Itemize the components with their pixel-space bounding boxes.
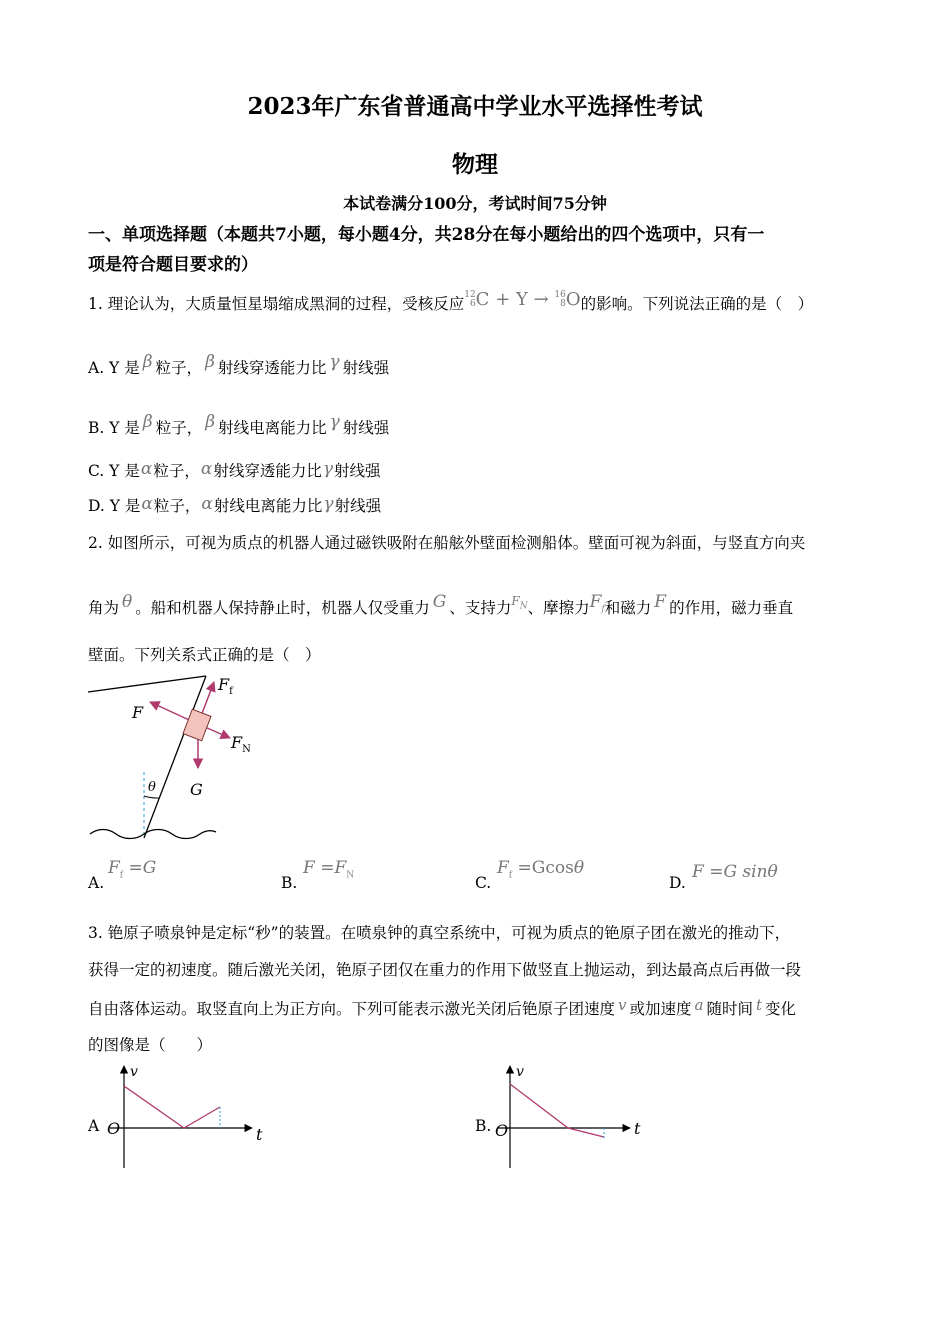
robot-block	[183, 709, 211, 740]
alpha-symbol: α	[201, 494, 213, 514]
origin-label: O	[495, 1121, 509, 1140]
robot-on-hull-figure	[84, 672, 264, 844]
q1-option-d[interactable]	[88, 494, 381, 516]
q3-text: 或加速度	[629, 1000, 692, 1018]
q2-option-c-formula	[497, 858, 584, 880]
q1-stem-text-a: 1. 理论认为，大质量恒星塌缩成黑洞的过程，受核反应	[88, 295, 465, 313]
o-atomic-number: 8	[560, 299, 566, 309]
option-text: 射线穿透能力比	[217, 359, 327, 377]
time-symbol: t	[755, 996, 763, 1014]
question-3-line4: 的图像是（ ）	[88, 1036, 213, 1054]
velocity-symbol: v	[618, 996, 627, 1014]
option-text: 射线强	[334, 462, 381, 480]
question-2-line1: 2. 如图所示，可视为质点的机器人通过磁铁吸附在船舷外壁面检测船体。壁面可视为斜面，与竖直方向夹	[88, 534, 806, 552]
theta-symbol: θ	[122, 592, 133, 612]
gravity-symbol: G	[432, 592, 447, 612]
formula-rhs-sub: N	[346, 870, 355, 881]
question-2-line2	[88, 592, 793, 618]
q3-option-a-label[interactable]: A	[88, 1117, 100, 1135]
option-text: 粒子，	[155, 359, 203, 377]
theta-arc	[144, 796, 159, 798]
alpha-symbol: α	[141, 494, 153, 514]
figure-FN-label: $F_N$	[231, 733, 251, 755]
exam-info: 本试卷满分100分，考试时间75分钟	[343, 194, 607, 213]
q2-text: 、支持力	[449, 599, 512, 617]
gamma-symbol: γ	[329, 352, 340, 372]
origin-label: O	[107, 1119, 121, 1138]
q1-stem-text-b: 的影响。下列说法正确的是（ ）	[580, 295, 814, 313]
q2-option-d-formula	[692, 862, 778, 882]
velocity-line	[124, 1086, 220, 1128]
option-text: C. Y 是	[88, 462, 140, 480]
q2-option-b-formula	[303, 858, 354, 880]
q3-graph-b	[488, 1060, 658, 1170]
alpha-symbol: α	[200, 459, 213, 479]
option-text: 射线电离能力比	[213, 497, 323, 515]
option-label: B.	[281, 874, 298, 892]
option-text: 射线强	[334, 497, 382, 515]
option-text: 粒子，	[153, 462, 200, 480]
formula-rhs: =G sin	[709, 862, 768, 882]
formula-lhs-sub: f	[508, 870, 513, 881]
magnetic-force-symbol: F	[654, 592, 667, 612]
q3-text: 变化	[765, 1000, 797, 1018]
v-axis-label: v	[516, 1064, 524, 1080]
gamma-symbol: γ	[323, 494, 334, 514]
formula-theta: θ	[767, 862, 778, 882]
c-mass-number: 12	[464, 290, 476, 300]
formula-rhs: =Gcos	[517, 858, 574, 878]
question-1-stem	[88, 289, 814, 314]
option-text: 粒子，	[155, 419, 203, 437]
q2-option-a[interactable]	[88, 874, 104, 892]
beta-symbol: β	[142, 412, 153, 432]
option-text: B. Y 是	[88, 419, 140, 437]
normal-force-symbol: F	[511, 594, 520, 608]
gamma-symbol: γ	[329, 412, 340, 432]
beta-symbol: β	[205, 352, 215, 372]
friction-force-symbol: F	[589, 592, 602, 612]
normal-force-subscript: N	[519, 601, 528, 612]
q2-text: 和磁力	[604, 599, 652, 617]
friction-force-subscript: f	[601, 604, 605, 615]
t-axis-label: t	[256, 1125, 263, 1144]
t-axis-label: t	[634, 1119, 641, 1138]
option-text: 射线强	[342, 359, 390, 377]
q1-option-b[interactable]	[88, 412, 389, 438]
reaction-plus-y-arrow: + Y →	[495, 289, 549, 310]
hull-top-line	[88, 676, 206, 692]
water-wave	[90, 830, 216, 839]
c-atomic-number: 6	[469, 299, 476, 309]
alpha-symbol: α	[140, 459, 153, 479]
q2-option-b[interactable]	[281, 874, 297, 892]
question-2-line3: 壁面。下列关系式正确的是（ ）	[88, 646, 321, 664]
section-heading-line2: 项是符合题目要求的）	[88, 255, 258, 275]
q2-option-d[interactable]	[669, 874, 686, 892]
question-3-line1: 3. 铯原子喷泉钟是定标“秒”的装置。在喷泉钟的真空系统中，可视为质点的铯原子团在激光的推动下，	[88, 924, 791, 942]
q1-option-a[interactable]	[88, 352, 389, 378]
gamma-symbol: γ	[322, 459, 333, 479]
oxygen-symbol: O	[565, 289, 581, 310]
figure-F-label: F	[132, 703, 144, 722]
q3-text: 随时间	[706, 1000, 753, 1018]
hull-wall-line	[144, 676, 206, 838]
figure-theta-label: θ	[148, 780, 156, 795]
q2-text: 、摩擦力	[527, 599, 590, 617]
option-label: D.	[669, 874, 686, 892]
beta-symbol: β	[142, 352, 153, 372]
section-heading-line1: 一、单项选择题（本题共7小题，每小题4分，共28分在每小题给出的四个选项中，只有一	[88, 225, 765, 245]
formula-rhs: =G	[128, 858, 157, 878]
question-3-line2: 获得一定的初速度。随后激光关闭，铯原子团仅在重力的作用下做竖直上抛运动，到达最高点后再做一段	[88, 961, 802, 979]
formula-rhs: =F	[320, 858, 347, 878]
q2-text: 的作用，磁力垂直	[669, 599, 794, 617]
option-text: 射线电离能力比	[218, 419, 327, 437]
formula-lhs: F	[497, 858, 509, 878]
option-text: A. Y 是	[88, 359, 140, 377]
acceleration-symbol: a	[694, 996, 704, 1014]
exam-title: 2023年广东省普通高中学业水平选择性考试	[247, 93, 703, 120]
nuclear-reaction-equation	[464, 289, 580, 310]
option-label: C.	[475, 874, 492, 892]
q3-graph-a	[100, 1060, 280, 1170]
figure-Ff-label: $F_f$	[218, 675, 233, 697]
q3-option-b-label[interactable]: B.	[475, 1117, 492, 1135]
figure-G-label: G	[190, 780, 203, 799]
option-text: 射线强	[342, 419, 390, 437]
carbon-symbol: C	[475, 289, 490, 310]
q2-text: 角为	[88, 599, 120, 617]
velocity-line	[510, 1084, 604, 1137]
option-label: A.	[88, 874, 105, 892]
option-text: 射线穿透能力比	[213, 462, 322, 480]
q3-text: 自由落体运动。取竖直向上为正方向。下列可能表示激光关闭后铯原子团速度	[88, 1000, 616, 1018]
o-mass-number: 16	[554, 290, 566, 300]
option-text: 粒子，	[153, 497, 201, 515]
v-axis-label: v	[130, 1064, 138, 1080]
option-text: D. Y 是	[88, 497, 141, 515]
formula-theta: θ	[573, 858, 585, 878]
q1-option-c[interactable]	[88, 459, 381, 481]
beta-symbol: β	[205, 412, 216, 432]
formula-lhs-sub: f	[119, 870, 124, 881]
formula-lhs: F	[303, 858, 315, 878]
q2-option-c[interactable]	[475, 874, 491, 892]
q2-option-a-formula	[108, 858, 156, 880]
formula-lhs: F	[692, 862, 704, 882]
formula-lhs: F	[108, 858, 120, 878]
q2-text: 。船和机器人保持静止时，机器人仅受重力	[135, 599, 430, 617]
subject-title: 物理	[452, 151, 498, 178]
question-3-line3	[88, 996, 796, 1019]
